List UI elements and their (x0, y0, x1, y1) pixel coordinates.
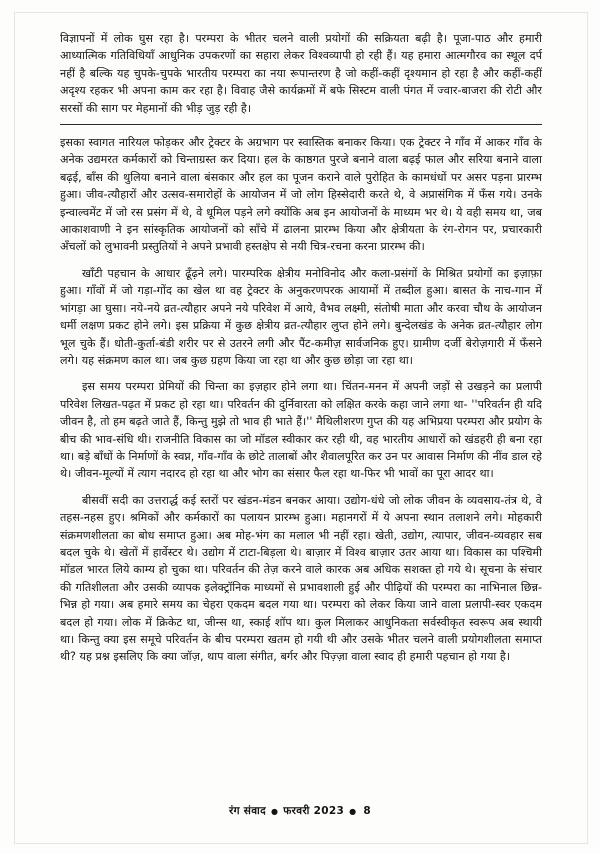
footer-separator-icon-2: ● (349, 806, 357, 816)
section-divider (60, 124, 542, 125)
footer-separator-icon: ● (270, 806, 279, 816)
paragraph-1: विज्ञापनों में लोक घुस रहा है। परम्परा के भीतर चलने वाली प्रयोगों की सक्रियता बढ़ी है। पूजा-पाठ और हमारी आध्यात्मिक गतिविधियाँ आधुनिक उपकरणों का सहारा लेकर विश्वव्यापी हो रही हैं। यह हमारा आत्मगौरव का स्थूल दर्प नहीं है बल्कि यह चुपके-चुपके भारतीय परम्परा का नया रूपान्तरण है जो कहीं-कहीं दृश्यमान हो रहा है और कहीं-कहीं अदृश्य रहकर भी अपना काम कर रहा है। विवाह जैसे कार्यक्रमों में बफे सिस्टम वाली पंगत में ज्वार-बाजरा की रोटी और सरसों की साग पर मेहमानों की भीड़ जुड़ रही है। (60, 32, 542, 115)
paragraph-4: इस समय परम्परा प्रेमियों की चिन्ता का इज़हार होने लगा था। चिंतन-मनन में अपनी जड़ों से उखड़ने का प्रलापी परिवेश लिखत-पढ़त में प्रकट हो रहा था। परिवर्तन की दुर्निवारता को लक्षित करके कहा जाने लगा था- ''परिवर्तन ही यदि जीवन है, तो हम बढ़ते जाते हैं, किन्तु मुझे तो भाव ही भाते हैं।'' मैथिलीशरण गुप्त की यह अभिप्रया परम्परा और प्रयोग के बीच की भाव-संधि थी। राजनीति विकास का जो मॉडल स्वीकार कर रही थी, वह भारतीय आधारों को खंडहरी ही बना रहा था। बड़े बाँधों के निर्माणों के स्वप्न, गाँव-गाँव के छोटे तालाबों और शैवालपूरित कर उन पर आवास निर्माण की नींव डाल रहे थे। जीवन-मूल्यों में त्याग नदारद हो रहा था और भोग का संसार फैल रहा था-फिर भी भावों का पूरा आदर था। (60, 380, 542, 481)
paragraph-spacer (60, 369, 542, 378)
page-footer (0, 804, 600, 818)
paragraph-spacer (60, 256, 542, 265)
footer-magazine-name: रंग संवाद (229, 805, 266, 817)
paragraph-3: खाँटी पहचान के आधार ढूँढ़ने लगे। पारम्परिक क्षेत्रीय मनोविनोद और कला-प्रसंगों के मिश्रित प्रयोगों का इज़ाफ़ा हुआ। गाँवों में जो गड़ा-गोंद का खेल था वह ट्रेक्टर के अनुकरणपरक आयामों में तब्दील हुआ। बासत के नाच-गान में भांगड़ा आ घुसा। नये-नये व्रत-त्यौहार अपने नये परिवेश में आये, वैभव लक्ष्मी, संतोषी माता और करवा चौथ के आयोजन धर्मी लक्षण प्रकट होने लगे। इस प्रक्रिया में कुछ क्षेत्रीय व्रत-त्यौहार लुप्त होने लगे। बुन्देलखंड के अनेक व्रत-त्यौहार लोग भूल चुके हैं। धोती-कुर्ता-बंडी शरीर पर से उतरने लगी और पैंट-कमीज़ सार्वजनिक हुए। ग्रामीण दर्जी बेरोज़गारी में फँसने लगे। यह संक्रमण काल था। जब कुछ ग्रहण किया जा रहा था और कुछ छोड़ा जा रहा था। (60, 266, 542, 367)
article-body (60, 30, 542, 790)
paragraph-5: बीसवीं सदी का उत्तरार्द्ध कई स्तरों पर खंडन-मंडन बनकर आया। उद्योग-धंधे जो लोक जीवन के व्यवसाय-तंत्र थे, वे तहस-नहस हुए। श्रमिकों और कर्मकारों का पलायन प्रारम्भ हुआ। महानगरों में ये अपना स्थान तलाशने लगे। मोहकारी संक्रमणशीलता का बोध समाप्त हुआ। अब मोह-भंग का मलाल भी नहीं रहा। खेती, उद्योग, त्यापार, जीवन-व्यवहार सब बदल चुके थे। खेतों में हार्वेस्टर थे। उद्योग में टाटा-बिड़ला थे। बाज़ार में विश्व बाज़ार उतर आया था। विकास का पश्चिमी मॉडल भारत लिये काम्य हो चुका था। परिवर्तन की तेज़ करने वाले कारक अब अधिक सशक्त हो गये थे। सूचना के संचार की गतिशीलता और उसकी व्यापक इलेक्ट्रॉनिक माध्यमों से प्रभावशाली हुई और पीढ़ियों की परम्परा का नाभिनाल छिन्न-भिन्न हो गया। अब हमारे समय का चेहरा एकदम बदल गया था। परम्परा को लेकर किया जाने वाला प्रलापी-स्वर एकदम बदल हो गया। लोक में क्रिकेट था, जीन्स था, स्काई शॉप था। कुल मिलाकर आधुनिकता सर्वस्वीकृत स्वरूप अब स्थायी था। किन्तु क्या इस समूचे परिवर्तन के बीच परम्परा खतम हो गयी थी और उसके भीतर चलने वाली प्रयोगशीलता समाप्त थी? यह प्रश्न इसलिए कि क्या जॉज़, थाप वाला संगीत, बर्गर और पिज़्ज़ा वाला स्वाद ही हमारी पहचान हो गया है। (60, 493, 542, 664)
footer-issue: फरवरी 2023 (283, 805, 345, 817)
paragraph-spacer (60, 483, 542, 492)
paragraph-2: इसका स्वागत नारियल फोड़कर और ट्रेक्टर के अग्रभाग पर स्वास्तिक बनाकर किया। एक ट्रेक्टर ने गाँव में आकर गाँव के अनेक उद्यमरत कर्मकारों को चिन्ताग्रस्त कर दिया। हल के काष्ठगत पुरजे बनाने वाला बढ़ई फाल और सरिया बनाने वाला बढ़ई, बाँस की थुलिया बनाने वाला बंसकार और हल का पूजन कराने वाले पुरोहित के कामधंधों पर असर पड़ना प्रारम्भ हुआ। जीव-त्यौहारों और उत्सव-समारोहों के आयोजन में जो लोग हिस्सेदारी करते थे, वे अप्रासंगिक में फँस गये। उनके इन्वाल्वमेंट में जो रस प्रसंग में थे, वे धूमिल पड़ने लगे क्योंकि अब इन आयोजनों के माध्यम भर थे। ये वही समय था, जब आकाशवाणी ने इन सांस्कृतिक आयोजनों को साँचे में ढालना प्रारम्भ किया और क्षेत्रीयता के रंग-रोगन पर, प्रचारकारी अँचलों को लुभावनी प्रस्तुतियों ने अपने प्रभावी हस्तक्षेप से नयी चित्र-रचना करना प्रारम्भ की। (60, 136, 542, 254)
footer-page-number: 8 (363, 805, 371, 817)
